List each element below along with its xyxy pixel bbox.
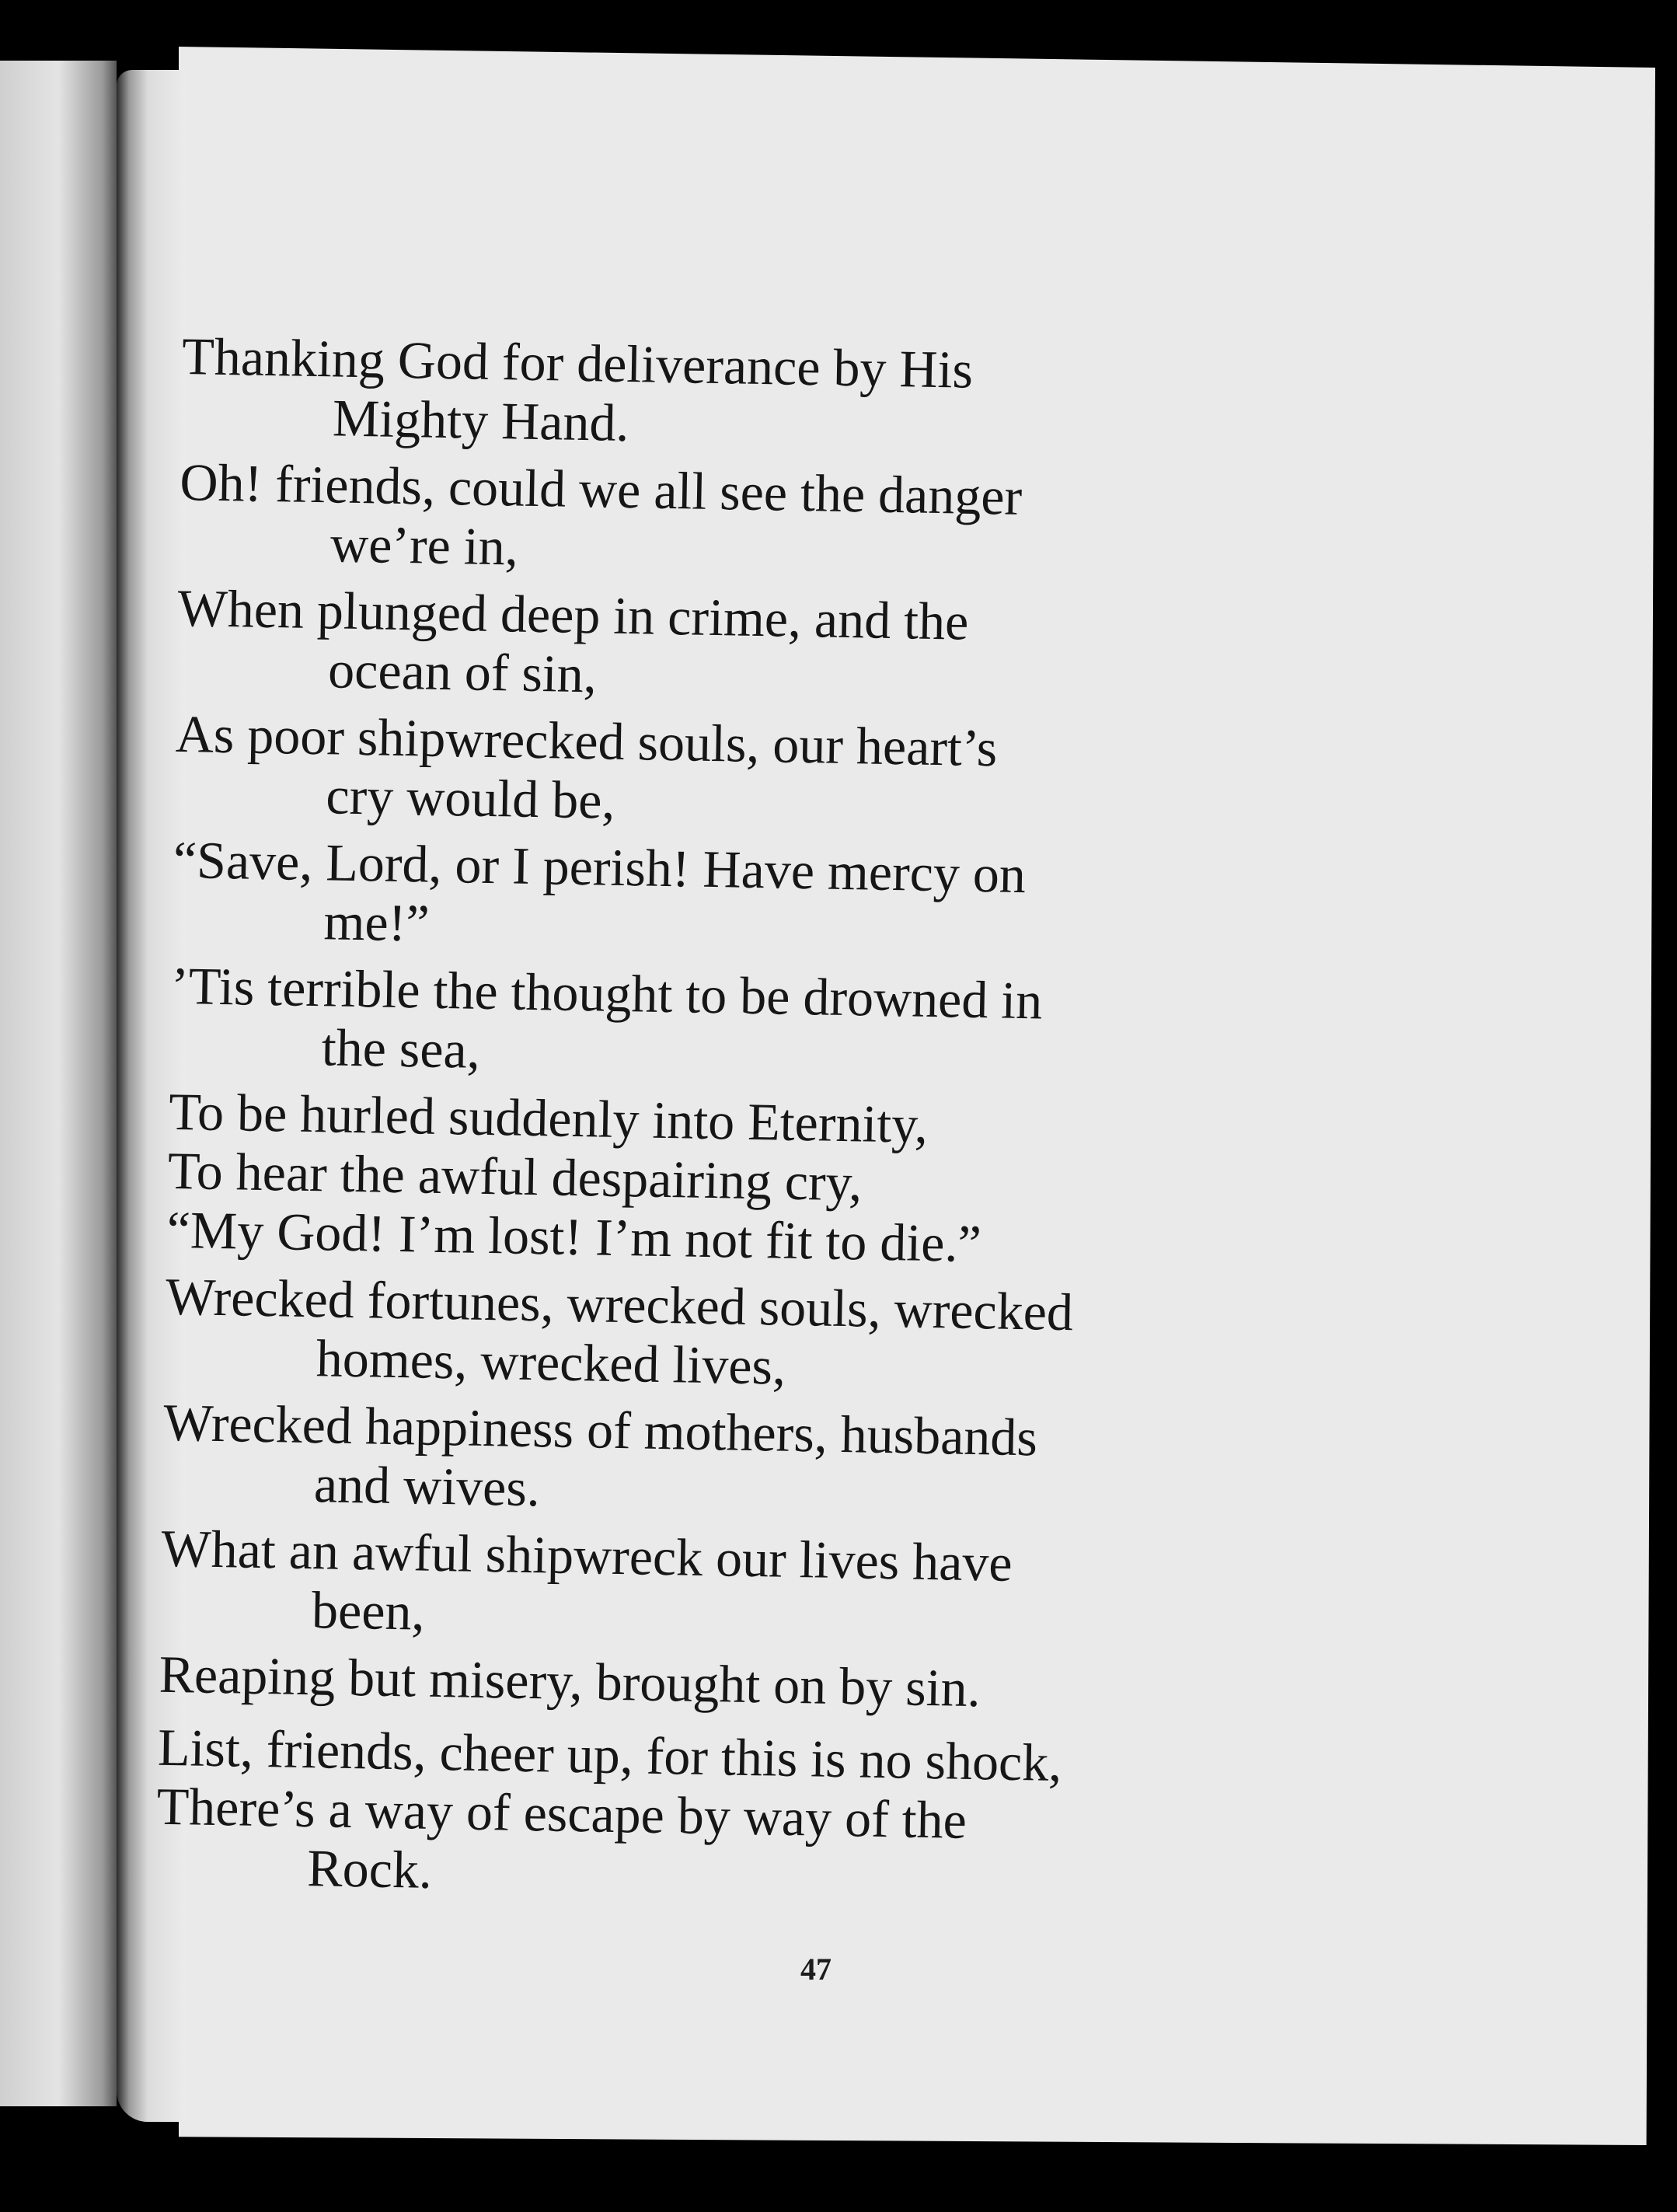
poem-line: To be hurled suddenly into Eternity, bbox=[168, 1081, 929, 1154]
poem-line: ’Tis terrible the thought to be drowned in bbox=[170, 955, 1043, 1031]
stanza bbox=[164, 1267, 1331, 1405]
stanza bbox=[180, 326, 1348, 465]
poem-line: To hear the awful despairing cry, bbox=[167, 1140, 863, 1212]
poem-text bbox=[155, 326, 1348, 1923]
poem-line: Oh! friends, could we all see the danger bbox=[179, 452, 1023, 526]
poem-line: we’re in, bbox=[329, 514, 519, 577]
poem-line: homes, wrecked lives, bbox=[316, 1328, 786, 1396]
stanza bbox=[160, 1519, 1327, 1657]
poem-line: There’s a way of escape by way of the bbox=[156, 1776, 968, 1850]
poem-line: As poor shipwrecked souls, our heart’s bbox=[175, 703, 998, 778]
stanza bbox=[179, 452, 1346, 591]
stanza bbox=[159, 1645, 1325, 1724]
poem-line: Reaping but misery, brought on by sin. bbox=[159, 1644, 981, 1718]
left-page-edge bbox=[0, 61, 117, 2106]
poem-line: When plunged deep in crime, and the bbox=[177, 577, 969, 651]
stanza bbox=[176, 578, 1344, 717]
stanza bbox=[155, 1777, 1323, 1915]
poem-line: What an awful shipwreck our lives have bbox=[160, 1518, 1013, 1593]
poem-line: List, friends, cheer up, for this is no shock, bbox=[157, 1717, 1062, 1793]
stanza bbox=[172, 830, 1339, 968]
poem-line: Rock. bbox=[306, 1838, 433, 1900]
poem-line: “Save, Lord, or I perish! Have mercy on bbox=[173, 829, 1027, 905]
poem-line: me!” bbox=[323, 891, 431, 953]
poem-line: “My God! I’m lost! I’m not fit to die.” bbox=[166, 1199, 982, 1274]
poem-line: and wives. bbox=[313, 1454, 541, 1518]
stanza bbox=[162, 1393, 1329, 1531]
poem-line: been, bbox=[311, 1580, 426, 1642]
poem-line: Wrecked happiness of mothers, husbands bbox=[162, 1392, 1038, 1467]
poem-line: cry would be, bbox=[325, 766, 616, 830]
poem-line: ocean of sin, bbox=[327, 640, 598, 704]
page-number: 47 bbox=[800, 1952, 832, 1987]
poem-line: Mighty Hand. bbox=[332, 388, 630, 453]
poem-line: Wrecked fortunes, wrecked souls, wrecked bbox=[165, 1266, 1074, 1342]
poem-line: the sea, bbox=[321, 1017, 481, 1080]
stanza bbox=[174, 704, 1341, 843]
poem-line: Thanking God for deliverance by His bbox=[181, 326, 974, 399]
stanza bbox=[169, 956, 1337, 1094]
